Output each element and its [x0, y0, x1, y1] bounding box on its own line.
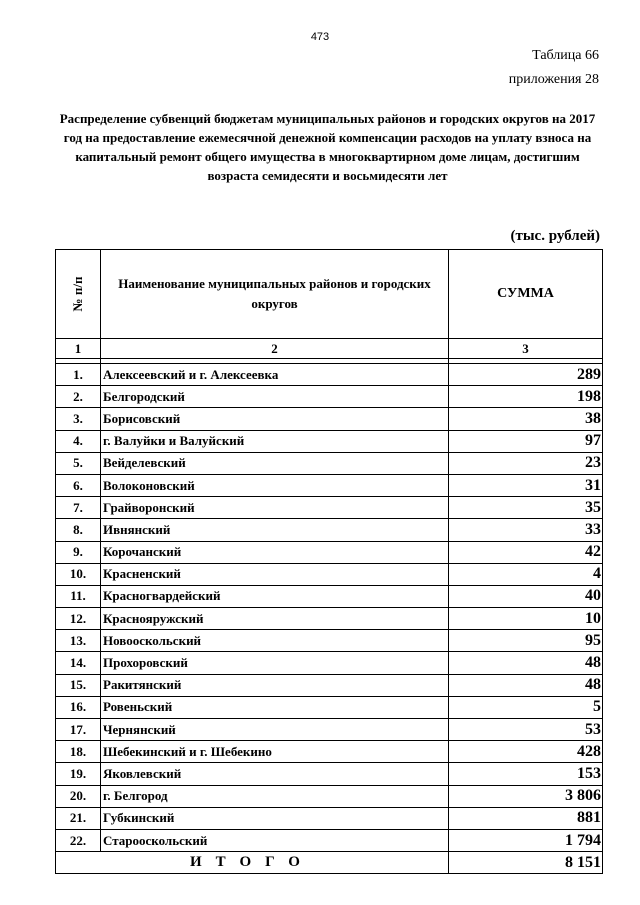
row-number: 16.: [56, 696, 101, 718]
row-number: 20.: [56, 785, 101, 807]
table-row: [56, 474, 603, 496]
row-name: Прохоровский: [101, 652, 449, 674]
header-num-label: № п/п: [70, 276, 85, 312]
row-number: 5.: [56, 452, 101, 474]
row-name: Ивнянский: [101, 519, 449, 541]
header-num: [56, 250, 101, 339]
row-sum: 48: [449, 674, 603, 696]
row-name: Губкинский: [101, 807, 449, 829]
row-sum: 289: [449, 364, 603, 386]
column-index-cell: 1: [56, 339, 101, 359]
row-number: 17.: [56, 719, 101, 741]
table-row: [56, 829, 603, 851]
row-name: Чернянский: [101, 719, 449, 741]
row-number: 4.: [56, 430, 101, 452]
row-number: 3.: [56, 408, 101, 430]
row-number: 6.: [56, 474, 101, 496]
table-row: [56, 652, 603, 674]
row-name: Вейделевский: [101, 452, 449, 474]
table-row: [56, 807, 603, 829]
total-label: ИТОГО: [56, 852, 449, 874]
table-row: [56, 452, 603, 474]
units-label: (тыс. рублей): [510, 228, 600, 244]
row-sum: 42: [449, 541, 603, 563]
table-row: [56, 741, 603, 763]
row-sum: 38: [449, 408, 603, 430]
row-number: 10.: [56, 563, 101, 585]
row-name: Новооскольский: [101, 630, 449, 652]
table-label: Таблица 66: [532, 48, 599, 63]
row-sum: 95: [449, 630, 603, 652]
row-sum: 35: [449, 497, 603, 519]
row-name: Краснояружский: [101, 608, 449, 630]
table-row: [56, 696, 603, 718]
row-sum: 3 806: [449, 785, 603, 807]
row-number: 9.: [56, 541, 101, 563]
table-row: [56, 763, 603, 785]
row-name: г. Валуйки и Валуйский: [101, 430, 449, 452]
row-sum: 881: [449, 807, 603, 829]
row-name: Ровеньский: [101, 696, 449, 718]
table-row: [56, 563, 603, 585]
row-sum: 10: [449, 608, 603, 630]
row-sum: 4: [449, 563, 603, 585]
row-sum: 33: [449, 519, 603, 541]
row-number: 2.: [56, 386, 101, 408]
row-number: 7.: [56, 497, 101, 519]
row-sum: 1 794: [449, 829, 603, 851]
row-name: Старооскольский: [101, 829, 449, 851]
row-name: Грайворонский: [101, 497, 449, 519]
row-number: 11.: [56, 585, 101, 607]
table-row: [56, 364, 603, 386]
row-name: Алексеевский и г. Алексеевка: [101, 364, 449, 386]
row-sum: 5: [449, 696, 603, 718]
table-row: [56, 497, 603, 519]
table-row: [56, 674, 603, 696]
row-sum: 23: [449, 452, 603, 474]
row-name: Корочанский: [101, 541, 449, 563]
table-row: [56, 630, 603, 652]
total-sum: 8 151: [449, 852, 603, 874]
row-sum: 153: [449, 763, 603, 785]
row-name: г. Белгород: [101, 785, 449, 807]
budget-table: [55, 249, 603, 874]
table-header-row: [56, 250, 603, 339]
header-name: Наименование муниципальных районов и городских округов: [101, 250, 449, 339]
table-row: [56, 585, 603, 607]
document-title: Распределение субвенций бюджетам муниципальных районов и городских округов на 2017 год на предоставление ежемесячной денежной компенсации расходов на уплату взноса на капитальный ремонт общего имущества в многоквартирном доме лицам, достигшим возраста семидесяти и восьмидесяти лет: [59, 111, 596, 183]
row-name: Яковлевский: [101, 763, 449, 785]
table-row: [56, 408, 603, 430]
row-number: 1.: [56, 364, 101, 386]
row-number: 14.: [56, 652, 101, 674]
row-number: 18.: [56, 741, 101, 763]
table-row: [56, 386, 603, 408]
page-number: 473: [310, 31, 330, 43]
table-row: [56, 785, 603, 807]
row-number: 19.: [56, 763, 101, 785]
row-name: Шебекинский и г. Шебекино: [101, 741, 449, 763]
table-row: [56, 608, 603, 630]
row-name: Белгородский: [101, 386, 449, 408]
row-sum: 40: [449, 585, 603, 607]
table-row: [56, 519, 603, 541]
row-number: 22.: [56, 829, 101, 851]
appendix-label: приложения 28: [508, 72, 599, 87]
row-number: 13.: [56, 630, 101, 652]
table-body: [56, 364, 603, 852]
table-row: [56, 719, 603, 741]
table-row: [56, 541, 603, 563]
total-row: [56, 852, 603, 874]
row-sum: 97: [449, 430, 603, 452]
row-sum: 198: [449, 386, 603, 408]
row-sum: 428: [449, 741, 603, 763]
header-sum: СУММА: [449, 250, 603, 339]
row-number: 8.: [56, 519, 101, 541]
row-name: Волоконовский: [101, 474, 449, 496]
row-name: Красногвардейский: [101, 585, 449, 607]
row-sum: 31: [449, 474, 603, 496]
row-name: Ракитянский: [101, 674, 449, 696]
row-sum: 53: [449, 719, 603, 741]
row-number: 21.: [56, 807, 101, 829]
column-index-cell: 3: [449, 339, 603, 359]
row-number: 12.: [56, 608, 101, 630]
row-number: 15.: [56, 674, 101, 696]
table-row: [56, 430, 603, 452]
row-name: Борисовский: [101, 408, 449, 430]
row-name: Красненский: [101, 563, 449, 585]
column-index-cell: 2: [101, 339, 449, 359]
column-index-row: [56, 339, 603, 359]
row-sum: 48: [449, 652, 603, 674]
